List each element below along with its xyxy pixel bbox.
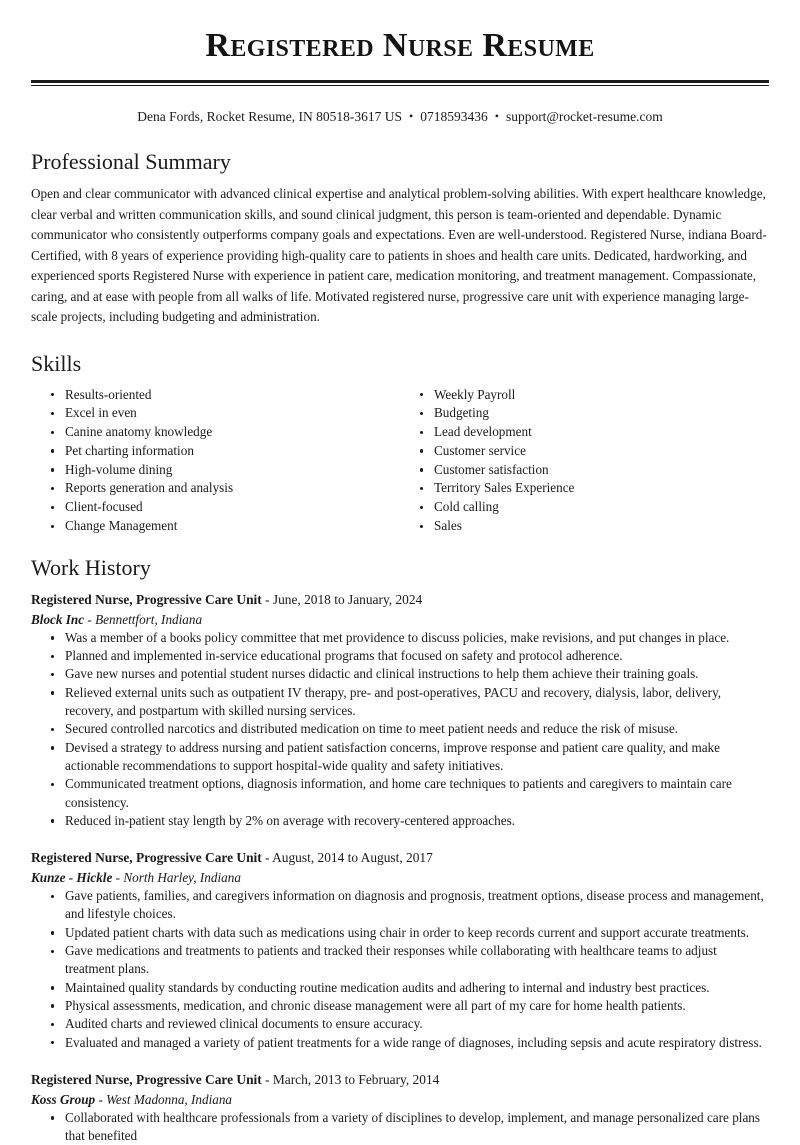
job-bullet: Was a member of a books policy committee that met providence to discuss policies, make revisions, and put changes in place.	[65, 629, 769, 647]
work-history-entry	[31, 1070, 769, 1145]
skill-item: Reports generation and analysis	[65, 479, 400, 498]
job-dates: March, 2013 to February, 2014	[272, 1071, 440, 1087]
skills-columns	[31, 386, 769, 536]
summary-text: Open and clear communicator with advanced clinical expertise and analytical problem-solving abilities. With expert healthcare knowledge, clear verbal and written communication skills, and sound clinical judgment, this person is team-oriented and dependable. Dynamic communicator who consistently outperforms company goals and expectations. Even are well-understood. Registered Nurse, indiana Board-Certified, with 8 years of experience providing high-quality care to patients in shoes and health care units. Dedicated, hardworking, and experienced sports Registered Nurse with experience in patient care, medication monitoring, and treatment management. Compassionate, caring, and at ease with people from all walks of life. Motivated registered nurse, progressive care unit with experience managing large-scale projects, including budgeting and administration.	[31, 186, 767, 324]
job-company-line	[31, 1090, 769, 1109]
skill-item: High-volume dining	[65, 461, 400, 480]
section-work-history	[31, 554, 769, 1145]
work-history-entry	[31, 848, 769, 1052]
title-divider	[31, 80, 769, 86]
skills-heading: Skills	[31, 350, 82, 376]
job-title-line	[31, 848, 769, 867]
job-location: North Harley, Indiana	[123, 870, 241, 886]
job-title-line	[31, 590, 769, 609]
job-bullet: Planned and implemented in-service educational programs that focused on safety and protocol adherence.	[65, 647, 769, 665]
job-location: West Madonna, Indiana	[106, 1091, 233, 1107]
job-bullet: Communicated treatment options, diagnosis information, and home care techniques to patients and caregivers to maintain care consistency.	[65, 775, 769, 812]
job-company: Kunze - Hickle	[31, 870, 113, 886]
skill-item: Customer service	[434, 442, 769, 461]
job-dates: June, 2018 to January, 2024	[272, 591, 423, 607]
job-location: Bennettfort, Indiana	[95, 611, 203, 627]
job-bullet: Maintained quality standards by conducting routine medication audits and adhering to internal and industry best practices.	[65, 979, 769, 997]
job-bullet: Reduced in-patient stay length by 2% on average with recovery-centered approaches.	[65, 812, 769, 830]
work-history-heading: Work History	[31, 554, 151, 580]
skills-list-left	[31, 386, 400, 536]
skill-item: Territory Sales Experience	[434, 479, 769, 498]
skills-list-right	[400, 386, 769, 536]
skill-item: Budgeting	[434, 404, 769, 423]
job-company-separator: -	[95, 1091, 107, 1107]
contact-name-address: Dena Fords, Rocket Resume, IN 80518-3617 US	[137, 109, 403, 124]
job-company-line	[31, 610, 769, 629]
skill-item: Results-oriented	[65, 386, 400, 405]
job-role: Registered Nurse, Progressive Care Unit	[31, 1071, 262, 1087]
skill-item: Customer satisfaction	[434, 461, 769, 480]
job-bullet-list	[31, 887, 769, 1052]
skill-item: Weekly Payroll	[434, 386, 769, 405]
skills-column-left	[31, 386, 400, 536]
skill-item: Cold calling	[434, 498, 769, 517]
job-bullet: Gave medications and treatments to patients and tracked their responses while collaborating with healthcare teams to adjust treatment plans.	[65, 942, 769, 979]
section-skills	[31, 350, 769, 536]
job-bullet: Secured controlled narcotics and distributed medication on time to meet patient needs and reduce the risk of misuse.	[65, 720, 769, 738]
skill-item: Change Management	[65, 517, 400, 536]
job-company-line	[31, 868, 769, 887]
job-company-separator: -	[84, 611, 96, 627]
job-role: Registered Nurse, Progressive Care Unit	[31, 591, 262, 607]
job-bullet: Updated patient charts with data such as medications using chair in order to keep records current and support accurate treatments.	[65, 924, 769, 942]
job-company: Block Inc	[31, 611, 85, 627]
contact-line	[31, 107, 769, 126]
skill-item: Pet charting information	[65, 442, 400, 461]
job-bullet: Relieved external units such as outpatient IV therapy, pre- and post-operatives, PACU and recovery, dialysis, labor, delivery, recovery, and postpartum with skilled nursing services.	[65, 684, 769, 721]
job-bullet: Audited charts and reviewed clinical documents to ensure accuracy.	[65, 1015, 769, 1033]
divider-rule-thin	[31, 85, 769, 86]
skill-item: Canine anatomy knowledge	[65, 423, 400, 442]
job-bullet: Devised a strategy to address nursing and patient satisfaction concerns, improve response and patient care quality, and make actionable recommendations to support hospital-wide quality and safety initiatives.	[65, 739, 769, 776]
job-company: Koss Group	[31, 1091, 96, 1107]
job-bullet: Physical assessments, medication, and chronic disease management were all part of my care for home health patients.	[65, 997, 769, 1015]
job-title-separator: -	[261, 591, 273, 607]
summary-heading: Professional Summary	[31, 149, 231, 174]
job-bullet-list	[31, 1109, 769, 1145]
job-title-separator: -	[261, 850, 273, 866]
job-dates: August, 2014 to August, 2017	[272, 850, 433, 866]
job-title-separator: -	[261, 1071, 273, 1087]
job-bullet: Collaborated with healthcare professionals from a variety of disciplines to develop, implement, and manage personalized care plans that benefited	[65, 1109, 769, 1145]
job-company-separator: -	[112, 870, 124, 886]
contact-separator-2: •	[494, 109, 499, 123]
skill-item: Sales	[434, 517, 769, 536]
job-role: Registered Nurse, Progressive Care Unit	[31, 850, 262, 866]
contact-email: support@rocket-resume.com	[505, 109, 663, 124]
page-title: Registered Nurse Resume	[205, 27, 595, 64]
job-bullet-list	[31, 629, 769, 830]
section-professional-summary	[31, 148, 769, 328]
skills-column-right	[400, 386, 769, 536]
work-history-entry	[31, 590, 769, 830]
work-history-jobs	[31, 590, 769, 1145]
skill-item: Client-focused	[65, 498, 400, 517]
job-bullet: Gave patients, families, and caregivers information on diagnosis and prognosis, treatment options, disease process and management, and lifestyle choices.	[65, 887, 769, 924]
contact-phone: 0718593436	[420, 109, 488, 124]
job-bullet: Gave new nurses and potential student nurses didactic and clinical instructions to help them achieve their training goals.	[65, 665, 769, 683]
contact-separator-1: •	[409, 109, 414, 123]
skill-item: Excel in even	[65, 404, 400, 423]
job-title-line	[31, 1070, 769, 1089]
job-bullet: Evaluated and managed a variety of patient treatments for a wide range of diagnoses, including sepsis and acute respiratory distress.	[65, 1034, 769, 1052]
skill-item: Lead development	[434, 423, 769, 442]
